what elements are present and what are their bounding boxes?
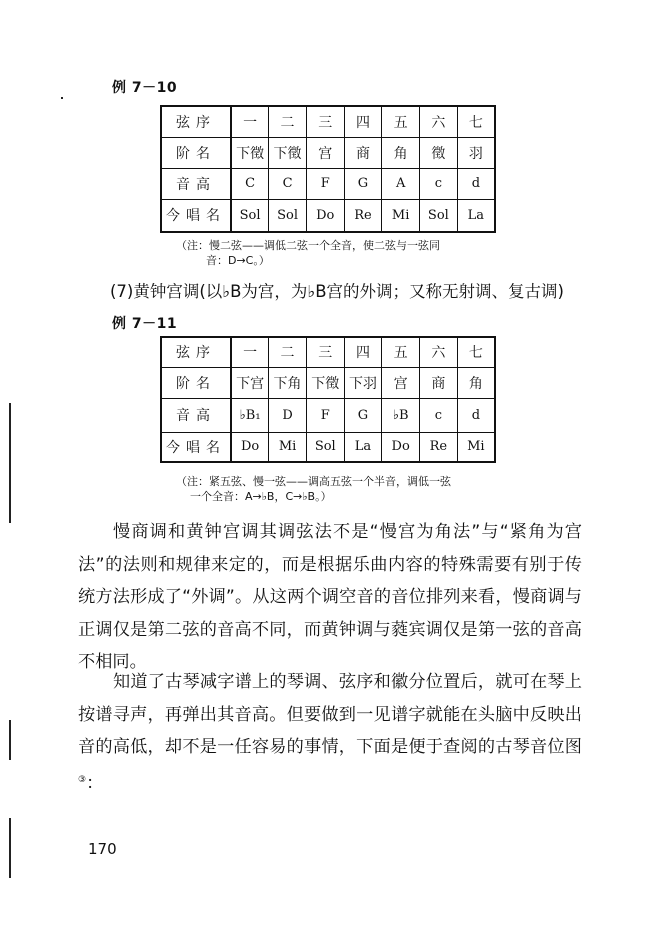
- section-heading: (7)黄钟宫调(以♭B为宫，为♭B宫的外调；又称无射调、复古调): [110, 282, 564, 301]
- table-cell: C: [231, 168, 269, 199]
- table-cell: F: [306, 168, 344, 199]
- table-cell: c: [420, 398, 458, 432]
- table-note-7-11: [176, 474, 506, 504]
- row-header: 弦序: [161, 106, 231, 137]
- note-line: （注：紧五弦、慢一弦——调高五弦一个半音，调低一弦: [176, 475, 451, 488]
- page-number: 170: [88, 840, 117, 858]
- table-cell: 一: [231, 106, 269, 137]
- table-row: [161, 398, 495, 432]
- table-cell: 角: [457, 367, 495, 398]
- table-cell: 二: [269, 337, 307, 367]
- table-cell: 四: [344, 106, 382, 137]
- table-cell: G: [344, 398, 382, 432]
- table-cell: Do: [382, 432, 420, 462]
- table-row: [161, 432, 495, 462]
- table-cell: 四: [344, 337, 382, 367]
- table-cell: 二: [269, 106, 307, 137]
- body-paragraph-1: [78, 516, 582, 679]
- scale-table-7-11: [160, 336, 496, 463]
- table-cell: Re: [420, 432, 458, 462]
- table-cell: La: [344, 432, 382, 462]
- table-cell: F: [306, 398, 344, 432]
- table-cell: Re: [344, 199, 382, 232]
- example-label-7-10: 例 7－10: [112, 80, 178, 96]
- paragraph-text: [78, 666, 582, 800]
- table-cell: Sol: [420, 199, 458, 232]
- table-cell: La: [457, 199, 495, 232]
- row-header: 音高: [161, 398, 231, 432]
- table-cell: A: [382, 168, 420, 199]
- table-cell: 下角: [269, 367, 307, 398]
- table-row: [161, 106, 495, 137]
- row-header: 今唱名: [161, 199, 231, 232]
- note-line: 音：D→C。）: [206, 254, 270, 267]
- table-cell: 六: [420, 106, 458, 137]
- scan-artifact-mark: [9, 720, 11, 760]
- row-header: 音高: [161, 168, 231, 199]
- table-row: [161, 199, 495, 232]
- example-label-7-11: 例 7－11: [112, 316, 178, 332]
- note-line: （注：慢二弦——调低二弦一个全音，使二弦与一弦同: [176, 239, 440, 252]
- table-cell: 商: [420, 367, 458, 398]
- table-cell: 五: [382, 337, 420, 367]
- table-cell: Mi: [382, 199, 420, 232]
- table-cell: 下徵: [269, 137, 307, 168]
- table-cell: G: [344, 168, 382, 199]
- table-cell: 一: [231, 337, 269, 367]
- table-cell: 商: [344, 137, 382, 168]
- row-header: 今唱名: [161, 432, 231, 462]
- paragraph-text: 慢商调和黄钟宫调其调弦法不是“慢宫为角法”与“紧角为宫法”的法则和规律来定的，而是根据乐曲内容的特殊需要有别于传统方法形成了“外调”。从这两个调空音的音位排列来看，慢商调与正调仅是第二弦的音高不同，而黄钟调与蕤宾调仅是第一弦的音高不相同。: [78, 522, 582, 672]
- table-cell: 下徵: [306, 367, 344, 398]
- table-cell: d: [457, 398, 495, 432]
- table-cell: D: [269, 398, 307, 432]
- table-cell: Do: [231, 432, 269, 462]
- paragraph-text-main: 知道了古琴减字谱上的琴调、弦序和徽分位置后，就可在琴上按谱寻声，再弹出其音高。但要做到一见谱字就能在头脑中反映出音的高低，却不是一任容易的事情，下面是便于查阅的古琴音位图: [78, 672, 582, 757]
- table-cell: 下羽: [344, 367, 382, 398]
- table-cell: 七: [457, 106, 495, 137]
- table-cell: 宫: [382, 367, 420, 398]
- table-cell: c: [420, 168, 458, 199]
- row-header: 阶名: [161, 367, 231, 398]
- table-cell: Mi: [457, 432, 495, 462]
- table-cell: 羽: [457, 137, 495, 168]
- table-cell: Sol: [306, 432, 344, 462]
- table-cell: 三: [306, 106, 344, 137]
- table-cell: 下宫: [231, 367, 269, 398]
- table-row: [161, 367, 495, 398]
- table-note-7-10: [176, 238, 506, 268]
- table-cell: d: [457, 168, 495, 199]
- table-cell: C: [269, 168, 307, 199]
- scan-artifact-dot: [61, 97, 63, 99]
- table-row: [161, 168, 495, 199]
- body-paragraph-2: [78, 666, 582, 800]
- table-cell: Mi: [269, 432, 307, 462]
- table-row: [161, 337, 495, 367]
- table-cell: 宫: [306, 137, 344, 168]
- paragraph-end-punct: ：: [86, 773, 104, 794]
- table-cell: 三: [306, 337, 344, 367]
- table-cell: 下徵: [231, 137, 269, 168]
- table-cell: 七: [457, 337, 495, 367]
- footnote-marker: ③: [78, 774, 87, 785]
- table-cell: Sol: [269, 199, 307, 232]
- table-cell: 六: [420, 337, 458, 367]
- table-cell: ♭B₁: [231, 398, 269, 432]
- scan-artifact-mark: [9, 403, 11, 523]
- table-cell: Sol: [231, 199, 269, 232]
- table-row: [161, 137, 495, 168]
- note-line: 一个全音：A→♭B，C→♭B。）: [190, 490, 332, 503]
- table-cell: ♭B: [382, 398, 420, 432]
- row-header: 弦序: [161, 337, 231, 367]
- scan-artifact-mark: [9, 818, 11, 878]
- table-cell: 徵: [420, 137, 458, 168]
- row-header: 阶名: [161, 137, 231, 168]
- table-cell: 五: [382, 106, 420, 137]
- table-cell: 角: [382, 137, 420, 168]
- table-cell: Do: [306, 199, 344, 232]
- scale-table-7-10: [160, 105, 496, 233]
